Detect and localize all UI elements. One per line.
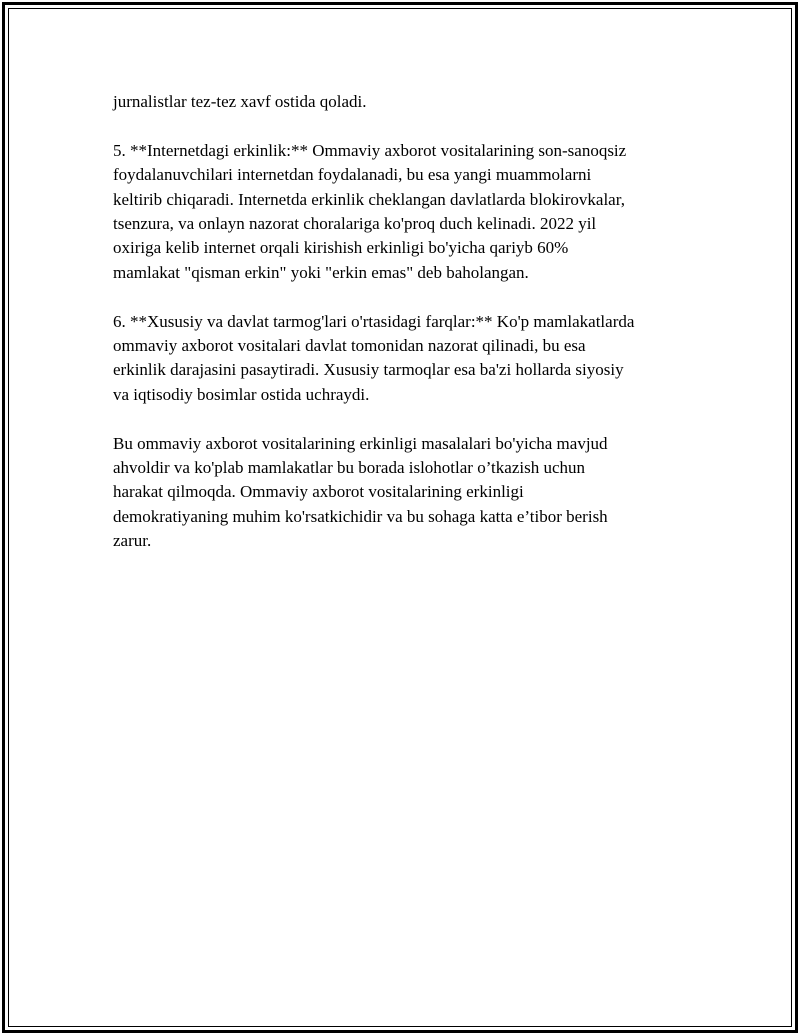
text-line: keltirib chiqaradi. Internetda erkinlik cheklangan davlatlarda blokirovkalar, [113,189,625,209]
text-line: ommaviy axborot vositalari davlat tomonidan nazorat qilinadi, bu esa [113,336,586,356]
text-line: 5. **Internetdagi erkinlik:** Ommaviy axborot vositalarining son-sanoqsiz [113,140,627,160]
text-line: Bu ommaviy axborot vositalarining erkinligi masalalari bo'yicha mavjud [113,433,608,453]
paragraph-private-vs-state [113,310,703,408]
text-line: jurnalistlar tez-tez xavf ostida qoladi. [113,92,367,111]
paragraph-continuation [113,90,703,114]
text-line: va iqtisodiy bosimlar ostida uchraydi. [113,384,370,404]
text-line: ahvoldir va ko'plab mamlakatlar bu borada islohotlar o’tkazish uchun [113,458,586,478]
text-line: oxiriga kelib internet orqali kirishish erkinligi bo'yicha qariyb 60% [113,238,569,258]
text-line: foydalanuvchilari internetdan foydalanadi, bu esa yangi muammolarni [113,165,592,185]
text-line: zarur. [113,531,152,551]
text-line: demokratiyaning muhim ko'rsatkichidir va bu sohaga katta e’tibor berish [113,506,608,526]
text-line: 6. **Xususiy va davlat tarmog'lari o'rtasidagi farqlar:** Ko'p mamlakatlarda [113,311,635,331]
text-line: erkinlik darajasini pasaytiradi. Xususiy tarmoqlar esa ba'zi hollarda siyosiy [113,360,624,380]
text-line: tsenzura, va onlayn nazorat choralariga ko'proq duch kelinadi. 2022 yil [113,214,597,234]
paragraph-internet-freedom [113,139,703,285]
paragraph-conclusion [113,432,703,554]
text-line: harakat qilmoqda. Ommaviy axborot vositalarining erkinligi [113,482,524,502]
text-line: mamlakat "qisman erkin" yoki "erkin emas" deb baholangan. [113,262,529,282]
document-body [113,90,703,578]
